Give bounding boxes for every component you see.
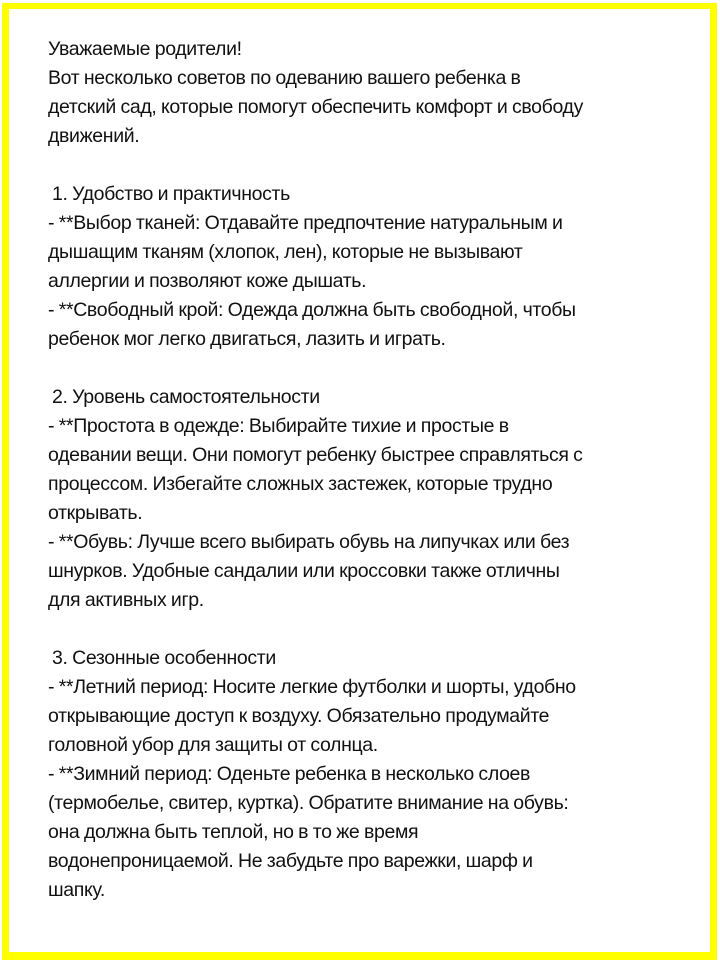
section-line: (термобелье, свитер, куртка). Обратите внимание на обувь: [48,792,569,814]
document-body [48,35,698,905]
spacer [48,151,698,180]
section-line: головной убор для защиты от солнца. [48,734,378,756]
section-line: - **Летний период: Носите легкие футболки и шорты, удобно [48,676,576,698]
section-line: - **Выбор тканей: Отдавайте предпочтение натуральным и [48,212,563,234]
intro-line: движений. [48,125,140,147]
section-line: - **Зимний период: Оденьте ребенка в несколько слоев [48,763,531,785]
section-line: дышащим тканям (хлопок, лен), которые не вызывают [48,241,523,263]
intro-line: детский сад, которые помогут обеспечить комфорт и свободу [48,96,583,118]
spacer [48,354,698,383]
section-line: шнурков. Удобные сандалии или кроссовки также отличны [48,560,560,582]
section-seasonal [48,644,698,905]
section-line: шапку. [48,879,105,901]
section-line: открывать. [48,502,143,524]
greeting: Уважаемые родители! [48,38,242,60]
spacer [48,615,698,644]
section-independence [48,383,698,615]
section-line: для активных игр. [48,589,204,611]
section-line: открывающие доступ к воздуху. Обязательно продумайте [48,705,550,727]
section-line: она должна быть теплой, но в то же время [48,821,419,843]
section-heading: 2. Уровень самостоятельности [52,386,320,408]
section-line: процессом. Избегайте сложных застежек, которые трудно [48,473,553,495]
section-comfort [48,180,698,354]
section-line: - **Свободный крой: Одежда должна быть свободной, чтобы [48,299,576,321]
section-line: аллергии и позволяют коже дышать. [48,270,367,292]
section-line: одевании вещи. Они помогут ребенку быстрее справляться с [48,444,583,466]
intro-line: Вот несколько советов по одеванию вашего ребенка в [48,67,521,89]
section-line: ребенок мог легко двигаться, лазить и играть. [48,328,446,350]
section-heading: 1. Удобство и практичность [52,183,290,205]
section-line: - **Простота в одежде: Выбирайте тихие и простые в [48,415,509,437]
section-heading: 3. Сезонные особенности [52,647,276,669]
section-line: - **Обувь: Лучше всего выбирать обувь на липучках или без [48,531,570,553]
section-line: водонепроницаемой. Не забудьте про варежки, шарф и [48,850,533,872]
